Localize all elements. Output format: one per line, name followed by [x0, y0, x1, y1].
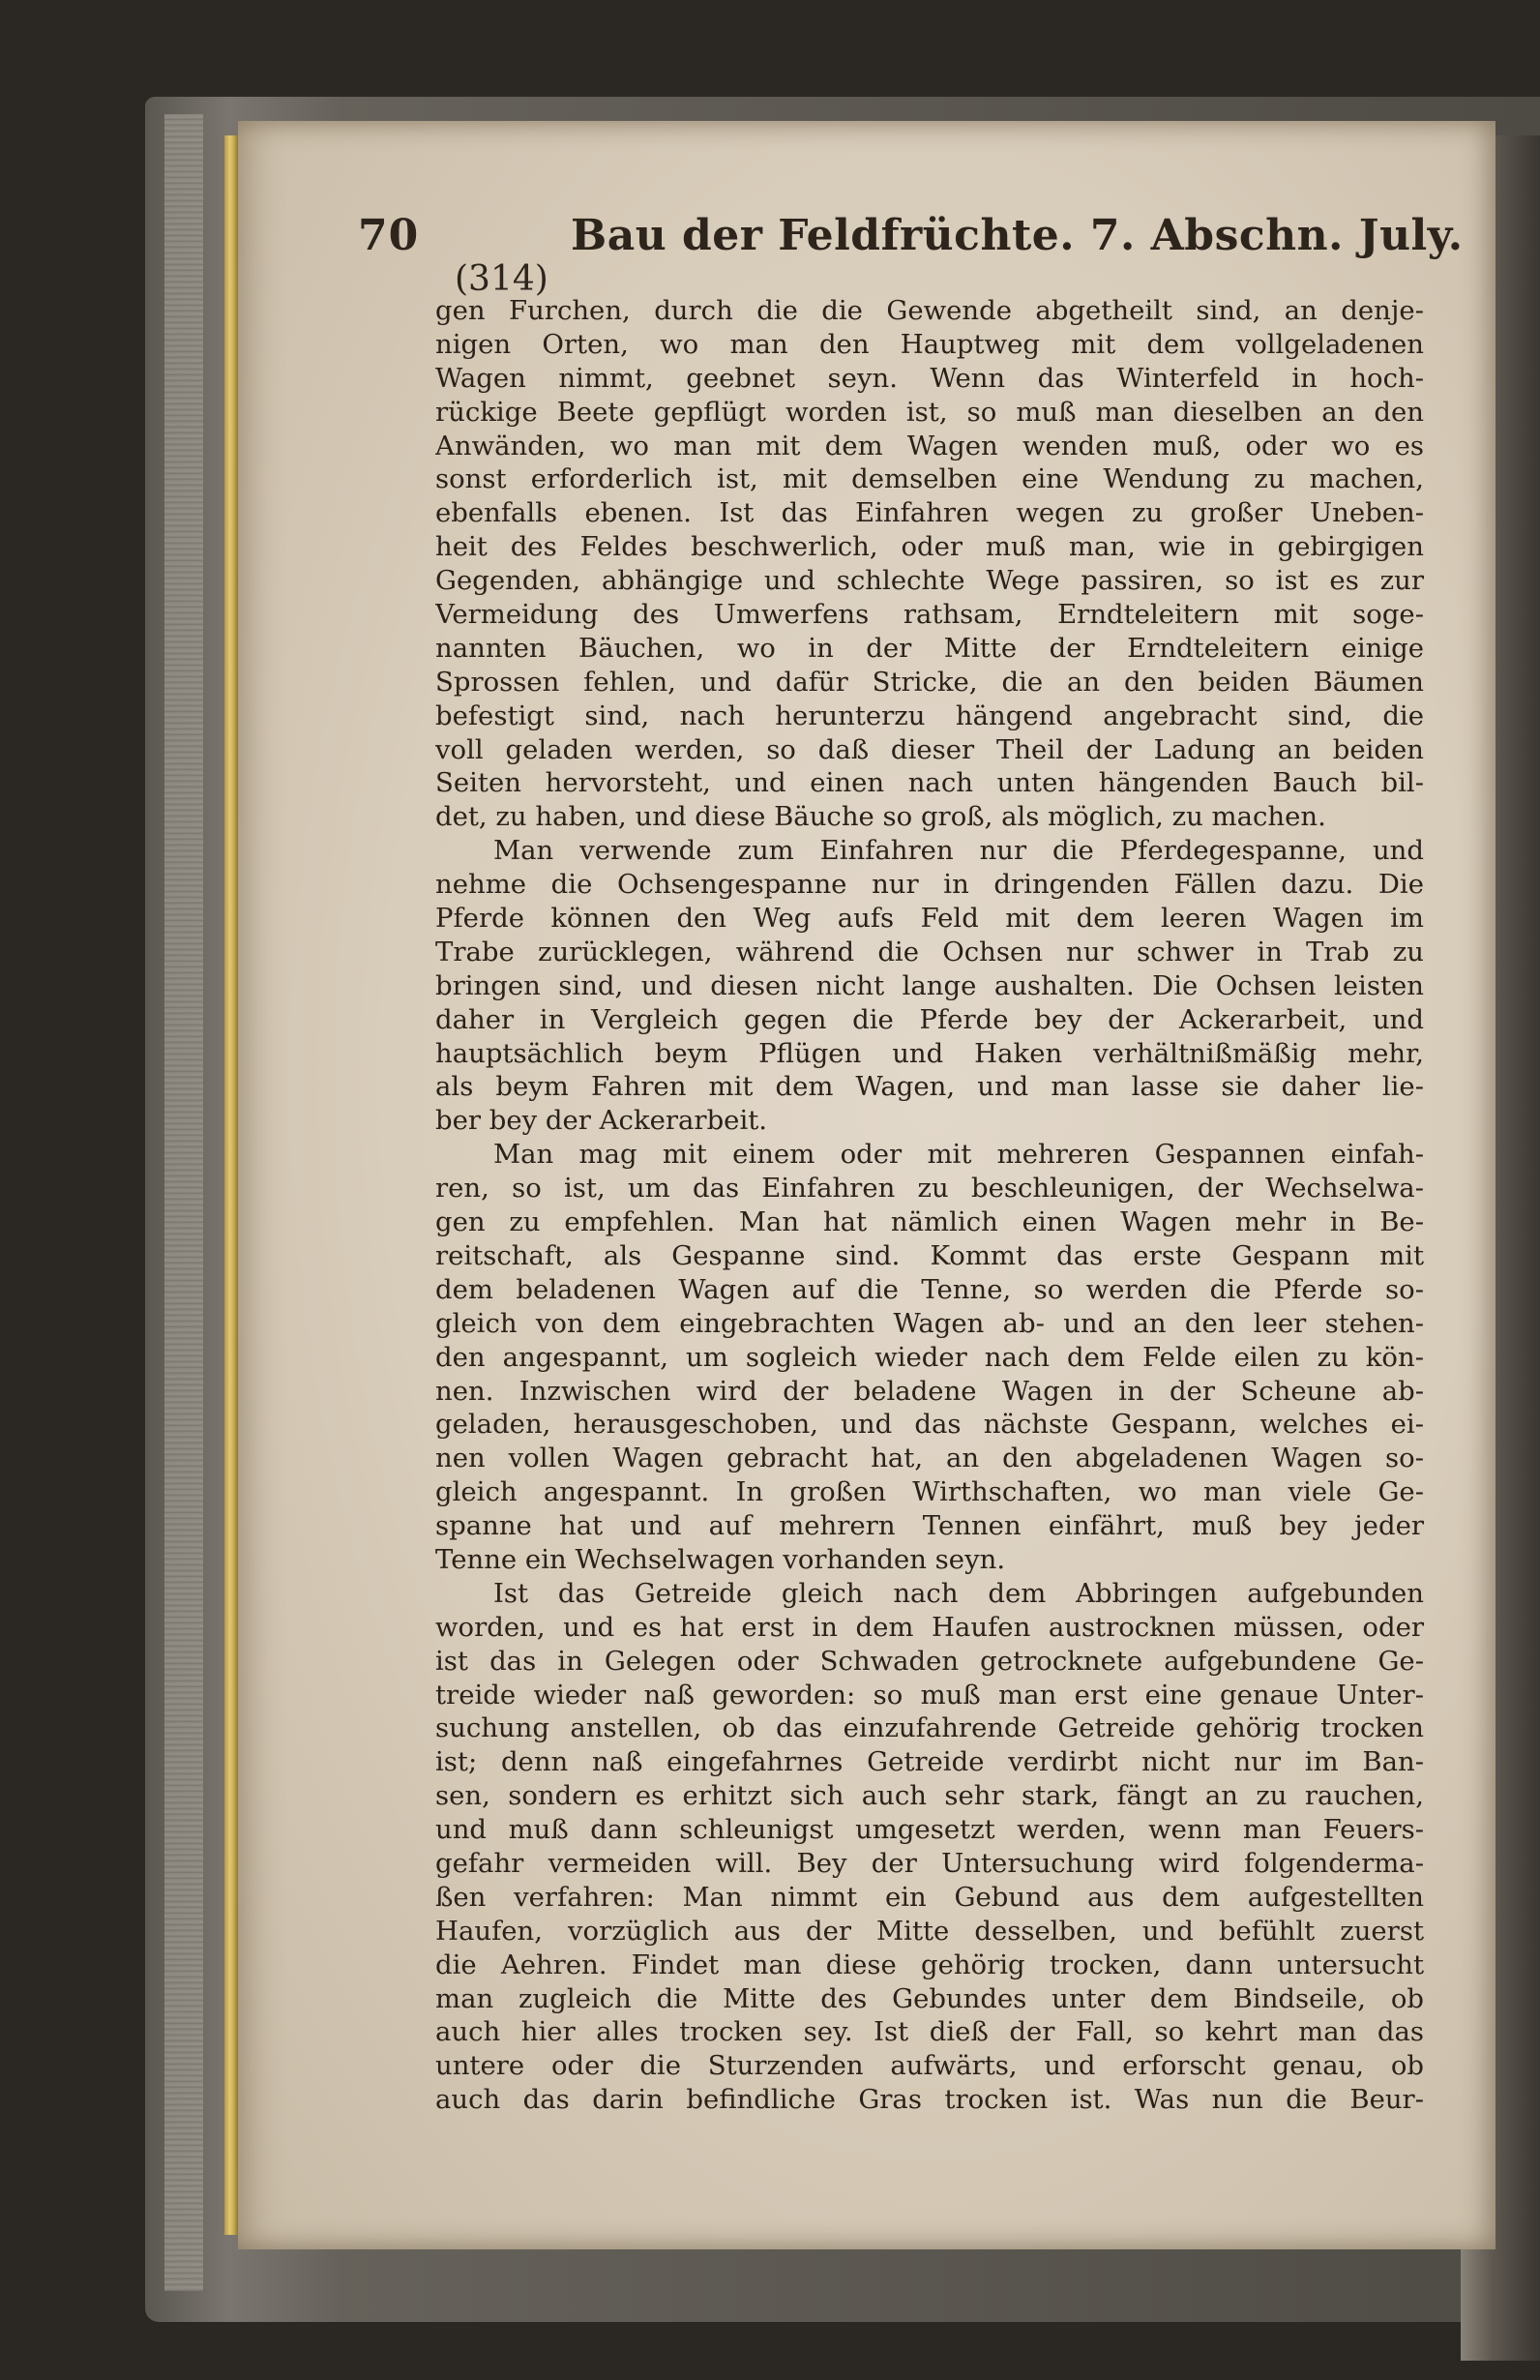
section-number: (314): [455, 259, 548, 299]
text-line: befestigt sind, nach herunterzu hängend angebracht sind, die: [435, 699, 1424, 731]
text-line: sonst erforderlich ist, mit demselben eine Wendung zu machen,: [435, 463, 1424, 495]
text-line: hauptsächlich beym Pflügen und Haken verhältnißmäßig mehr,: [435, 1037, 1424, 1069]
text-line: Haufen, vorzüglich aus der Mitte desselben, und befühlt zuerst: [435, 1915, 1424, 1947]
text-line: Vermeidung des Umwerfens rathsam, Erndteleitern mit soge-: [435, 599, 1424, 631]
text-line: spanne hat und auf mehrern Tennen einfährt, muß bey jeder: [435, 1510, 1424, 1542]
gilt-edge: [224, 135, 238, 2235]
text-line: Seiten hervorsteht, und einen nach unten hängenden Bauch bil-: [435, 767, 1424, 799]
text-line: Ist das Getreide gleich nach dem Abbringen aufgebunden: [493, 1577, 1424, 1609]
body-text: [435, 294, 1424, 2117]
text-line: gen Furchen, durch die die Gewende abgetheilt sind, an denje-: [435, 295, 1424, 326]
text-line: Wagen nimmt, geebnet seyn. Wenn das Winterfeld in hoch-: [435, 362, 1424, 394]
text-line: gleich von dem eingebrachten Wagen ab- und an den leer stehen-: [435, 1307, 1424, 1339]
text-line: gefahr vermeiden will. Bey der Untersuchung wird folgenderma-: [435, 1847, 1424, 1879]
text-line: Man mag mit einem oder mit mehreren Gespannen einfah-: [493, 1139, 1424, 1171]
text-line: daher in Vergleich gegen die Pferde bey der Ackerarbeit, und: [435, 1003, 1424, 1035]
text-line: Man verwende zum Einfahren nur die Pferdegespanne, und: [493, 835, 1424, 867]
text-line: nen. Inzwischen wird der beladene Wagen in der Scheune ab-: [435, 1375, 1424, 1407]
page-number: 70: [358, 211, 420, 260]
text-line: dem beladenen Wagen auf die Tenne, so werden die Pferde so-: [435, 1273, 1424, 1305]
text-line: nannten Bäuchen, wo in der Mitte der Erndteleitern einige: [435, 632, 1424, 664]
text-line: Tenne ein Wechselwagen vorhanden seyn.: [435, 1543, 1006, 1575]
text-line: ßen verfahren: Man nimmt ein Gebund aus dem aufgestellten: [435, 1881, 1424, 1913]
text-line: untere oder die Sturzenden aufwärts, und erforscht genau, ob: [435, 2050, 1424, 2082]
text-line: die Aehren. Findet man diese gehörig trocken, dann untersucht: [435, 1949, 1424, 1980]
page-stack-edge: [164, 114, 203, 2291]
text-line: und muß dann schleunigst umgesetzt werden, wenn man Feuers-: [435, 1814, 1424, 1846]
text-line: treide wieder naß geworden: so muß man erst eine genaue Unter-: [435, 1679, 1424, 1711]
text-line: Sprossen fehlen, und dafür Stricke, die an den beiden Bäumen: [435, 666, 1424, 698]
text-line: Pferde können den Weg aufs Feld mit dem leeren Wagen im: [435, 903, 1424, 935]
text-line: suchung anstellen, ob das einzufahrende Getreide gehörig trocken: [435, 1712, 1424, 1744]
text-line: nen vollen Wagen gebracht hat, an den abgeladenen Wagen so-: [435, 1443, 1424, 1474]
text-line: als beym Fahren mit dem Wagen, und man lasse sie daher lie-: [435, 1071, 1424, 1103]
text-line: man zugleich die Mitte des Gebundes unter dem Bindseile, ob: [435, 1982, 1424, 2014]
text-line: gen zu empfehlen. Man hat nämlich einen Wagen mehr in Be-: [435, 1206, 1424, 1238]
text-line: den angespannt, um sogleich wieder nach dem Felde eilen zu kön-: [435, 1341, 1424, 1373]
text-line: rückige Beete gepflügt worden ist, so muß man dieselben an den: [435, 396, 1424, 428]
text-line: Anwänden, wo man mit dem Wagen wenden muß, oder wo es: [435, 430, 1424, 461]
text-line: auch hier alles trocken sey. Ist dieß der Fall, so kehrt man das: [435, 2016, 1424, 2048]
text-line: det, zu haben, und diese Bäuche so groß, als möglich, zu machen.: [435, 801, 1326, 833]
text-line: bringen sind, und diesen nicht lange aushalten. Die Ochsen leisten: [435, 969, 1424, 1001]
text-line: auch das darin befindliche Gras trocken ist. Was nun die Beur-: [435, 2084, 1424, 2116]
text-line: sen, sondern es erhitzt sich auch sehr stark, fängt an zu rauchen,: [435, 1780, 1424, 1812]
text-line: ebenfalls ebenen. Ist das Einfahren wegen zu großer Uneben-: [435, 497, 1424, 529]
text-line: gleich angespannt. In großen Wirthschaften, wo man viele Ge-: [435, 1476, 1424, 1508]
text-line: Gegenden, abhängige und schlechte Wege passiren, so ist es zur: [435, 565, 1424, 597]
text-line: Trabe zurücklegen, während die Ochsen nur schwer in Trab zu: [435, 936, 1424, 967]
text-line: worden, und es hat erst in dem Haufen austrocknen müssen, oder: [435, 1611, 1424, 1643]
text-line: voll geladen werden, so daß dieser Theil der Ladung an beiden: [435, 733, 1424, 765]
text-line: nehme die Ochsengespanne nur in dringenden Fällen dazu. Die: [435, 869, 1424, 901]
text-line: ist; denn naß eingefahrnes Getreide verdirbt nicht nur im Ban-: [435, 1746, 1424, 1778]
text-line: nigen Orten, wo man den Hauptweg mit dem vollgeladenen: [435, 328, 1424, 360]
running-title: Bau der Feldfrüchte. 7. Abschn. July.: [571, 211, 1464, 260]
text-line: geladen, herausgeschoben, und das nächste Gespann, welches ei-: [435, 1409, 1424, 1441]
text-line: heit des Feldes beschwerlich, oder muß man, wie in gebirgigen: [435, 531, 1424, 563]
text-line: reitschaft, als Gespanne sind. Kommt das erste Gespann mit: [435, 1239, 1424, 1271]
text-line: ren, so ist, um das Einfahren zu beschleunigen, der Wechselwa-: [435, 1173, 1424, 1205]
text-line: ber bey der Ackerarbeit.: [435, 1105, 768, 1137]
text-line: ist das in Gelegen oder Schwaden getrocknete aufgebundene Ge-: [435, 1645, 1424, 1677]
